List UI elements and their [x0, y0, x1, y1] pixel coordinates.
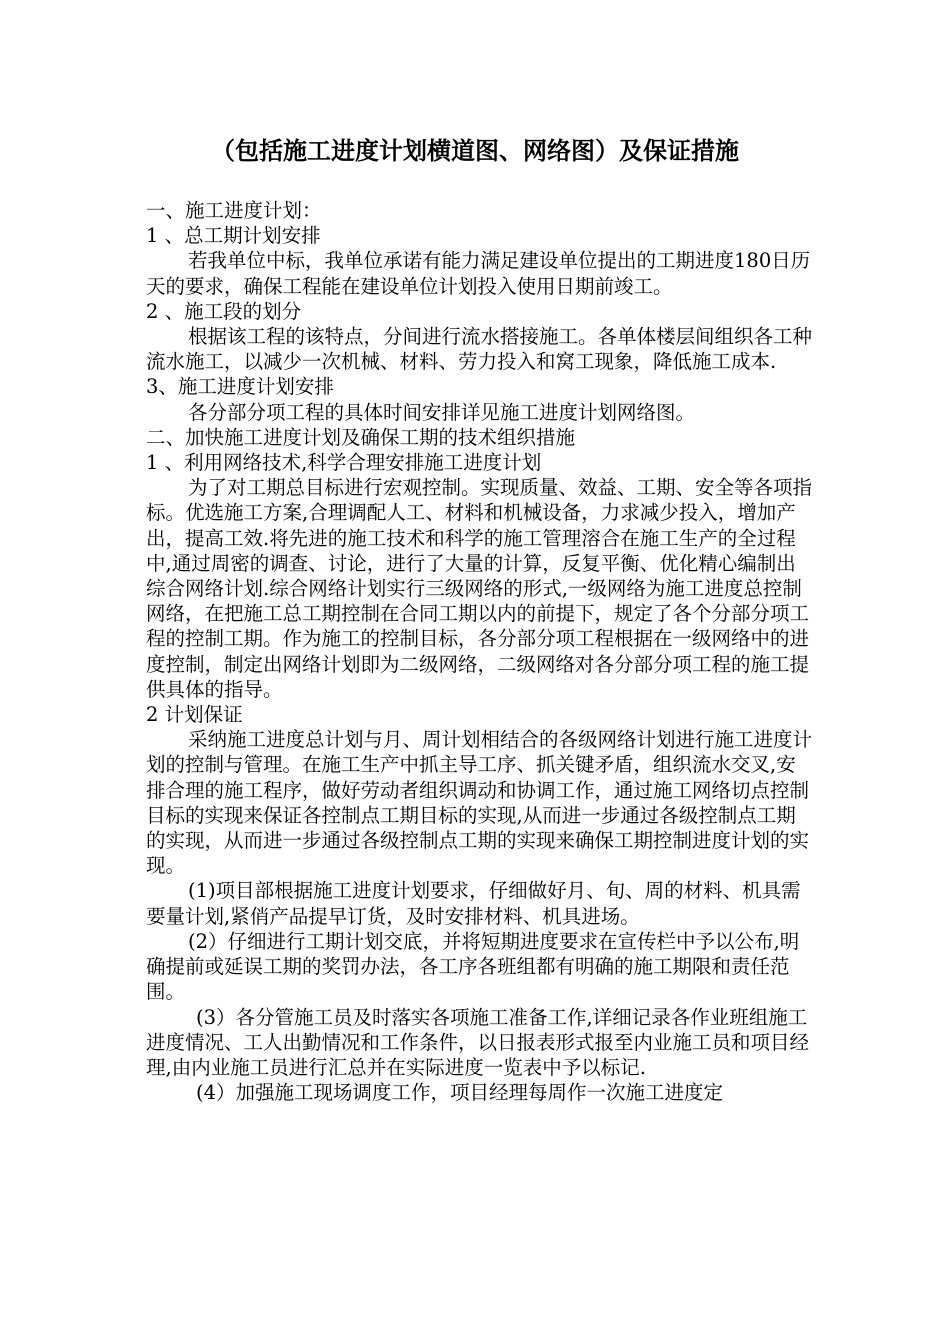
section-heading: 二、加快施工进度计划及确保工期的技术组织措施 [146, 425, 576, 449]
subsection-heading: 2 计划保证 [146, 703, 243, 727]
paragraph: 根据该工程的该特点，分间进行流水搭接施工。各单体楼层间组织各工种流水施工，以减少一次机械、材料、劳力投入和窝工现象，降低施工成本. [146, 325, 813, 374]
subsection-heading: 2 、施工段的划分 [146, 299, 302, 323]
document-title: （包括施工进度计划横道图、网络图）及保证措施 [211, 136, 739, 165]
paragraph: (4）加强施工现场调度工作，项目经理每周作一次施工进度定 [196, 1081, 724, 1105]
paragraph: 为了对工期总目标进行宏观控制。实现质量、效益、工期、安全等各项指标。优选施工方案,合理调配人工、材料和机械设备，力求减少投入，增加产出，提高工效.将先进的施工技术和科学的施工管理溶合在施工生产的全过程中,通过周密的调查、讨论，进行了大量的计算，反复平衡、优化精心编制出综合网络计划.综合网络计划实行三级网络的形式,一级网络为施工进度总控制网络，在把施工总工期控制在合同工期以内的前提下，规定了各个分部分项工程的控制工期。作为施工的控制目标，各分部分项工程根据在一级网络中的进度控制，制定出网络计划即为二级网络，二级网络对各分部分项工程的施工提供具体的指导。 [146, 476, 813, 701]
document-body [146, 198, 814, 1105]
paragraph: 采纳施工进度总计划与月、周计划相结合的各级网络计划进行施工进度计划的控制与管理。在施工生产中抓主导工序、抓关键矛盾，组织流水交叉,安排合理的施工程序，做好劳动者组织调动和协调工作，通过施工网络切点控制目标的实现来保证各控制点工期目标的实现,从而进一步通过各级控制点工期的实现，从而进一步通过各级控制点工期的实现来确保工期控制进度计划的实现。 [146, 728, 813, 878]
paragraph: 若我单位中标，我单位承诺有能力满足建设单位提出的工期进度180日历天的要求，确保工程能在建设单位计划投入使用日期前竣工。 [146, 249, 811, 298]
subsection-heading: 1 、利用网络技术,科学合理安排施工进度计划 [146, 451, 542, 475]
paragraph: (1)项目部根据施工进度计划要求，仔细做好月、旬、周的材料、机具需要量计划,紧俏产品提早订货，及时安排材料、机具进场。 [146, 879, 801, 928]
subsection-heading: 1 、总工期计划安排 [146, 224, 321, 248]
subsection-heading: 3、施工进度计划安排 [146, 375, 334, 399]
paragraph: (2）仔细进行工期计划交底，并将短期进度要求在宣传栏中予以公布,明确提前或延误工期的奖罚办法，各工序各班组都有明确的施工期限和责任范围。 [146, 929, 800, 1004]
paragraph: 各分部分项工程的具体时间安排详见施工进度计划网络图。 [188, 400, 696, 424]
paragraph: (3）各分管施工员及时落实各项施工准备工作,详细记录各作业班组施工进度情况、工人出勤情况和工作条件，以日报表形式报至内业施工员和项目经理,由内业施工员进行汇总并在实际进度一览表中予以标记. [146, 1005, 810, 1079]
section-heading: 一、施工进度计划： [146, 199, 322, 222]
